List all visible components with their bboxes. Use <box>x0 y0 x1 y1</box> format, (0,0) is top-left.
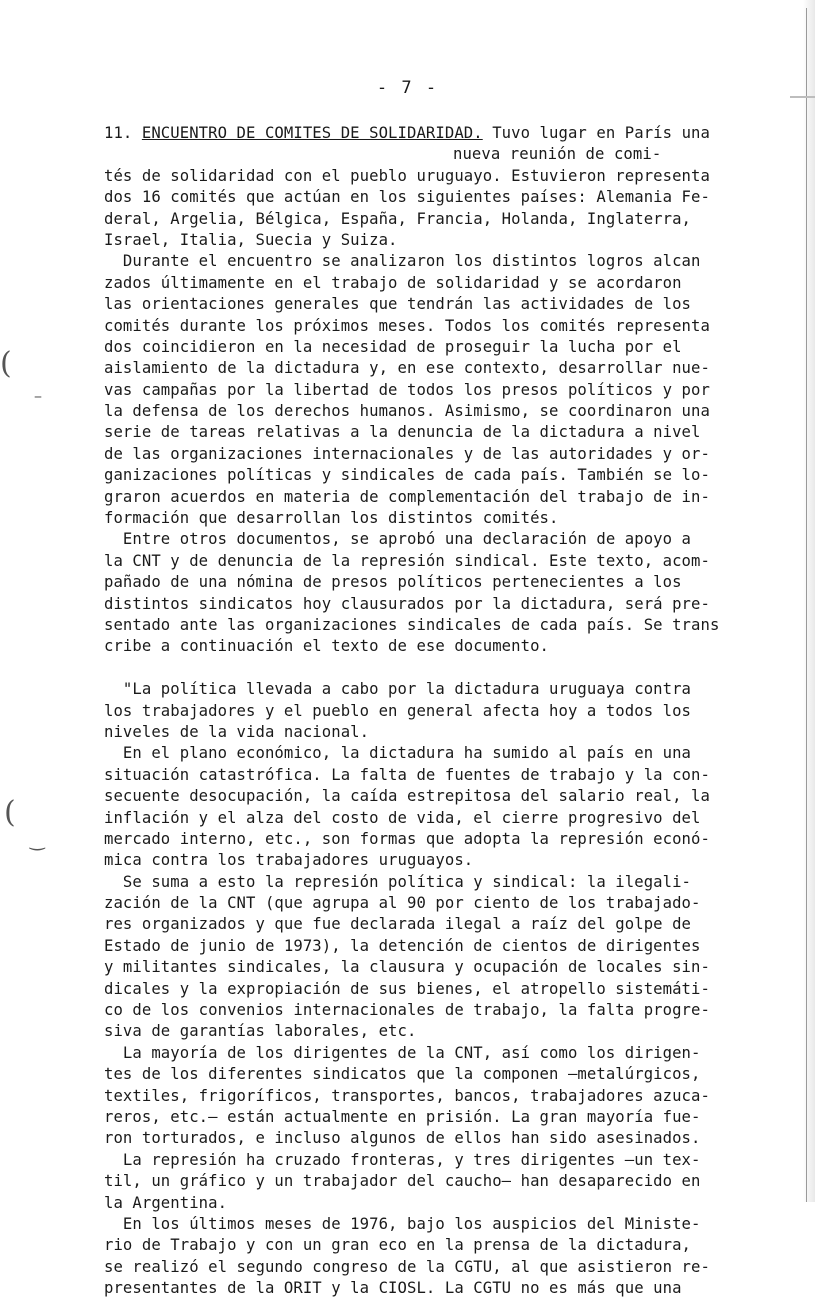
text-line: dos 16 comités que actúan en los siguientes países: Alemania Fe- <box>104 188 710 207</box>
heading-number: 11. <box>104 124 142 142</box>
text-line: siva de garantías laborales, etc. <box>104 1022 417 1041</box>
text-line: rio de Trabajo y con un gran eco en la prensa de la dictadura, <box>104 1236 692 1255</box>
text-line: zación de la CNT (que agrupa al 90 por ciento de los trabajado- <box>104 894 701 913</box>
text-line: se realizó el segundo congreso de la CGTU, al que asistieron re- <box>104 1257 710 1276</box>
text-line: mercado interno, etc., son formas que adopta la represión econó- <box>104 829 710 848</box>
text-line: dicales y la expropiación de sus bienes, el atropello sistemáti- <box>104 979 710 998</box>
text-line: res organizados y que fue declarada ilegal a raíz del golpe de <box>104 915 692 934</box>
text-line: la Argentina. <box>104 1193 228 1212</box>
text-line: En los últimos meses de 1976, bajo los auspicios del Ministe- <box>104 1214 701 1233</box>
text-line: Israel, Italia, Suecia y Suiza. <box>104 230 398 249</box>
text-line: til, un gráfico y un trabajador del caucho— han desaparecido en <box>104 1172 701 1191</box>
text-line: reros, etc.— están actualmente en prisión. La gran mayoría fue- <box>104 1107 701 1126</box>
text-line: los trabajadores y el pueblo en general afecta hoy a todos los <box>104 701 692 720</box>
text-line: inflación y el alza del costo de vida, el cierre progresivo del <box>104 808 701 827</box>
body-text <box>104 166 764 1300</box>
document-body <box>104 123 764 1299</box>
text-line: serie de tareas relativas a la denuncia de la dictadura a nivel <box>104 423 701 442</box>
text-line: vas campañas por la libertad de todos los presos políticos y por <box>104 380 710 399</box>
text-line <box>104 658 764 679</box>
margin-paren-mark: ( <box>0 346 12 381</box>
text-line: comités durante los próximos meses. Todos los comités representa <box>104 316 710 335</box>
text-line: sentado ante las organizaciones sindicales de cada país. Se trans <box>104 615 720 634</box>
text-line: de las organizaciones internacionales y de las autoridades y or- <box>104 444 710 463</box>
text-line: y militantes sindicales, la clausura y ocupación de locales sin- <box>104 958 710 977</box>
text-line: niveles de la vida nacional. <box>104 722 370 741</box>
text-line: deral, Argelia, Bélgica, España, Francia, Holanda, Inglaterra, <box>104 209 692 228</box>
text-line: presentantes de la ORIT y la CIOSL. La CGTU no es más que una <box>104 1279 682 1298</box>
text-line: la CNT y de denuncia de la represión sindical. Este texto, acom- <box>104 551 710 570</box>
text-line: zados últimamente en el trabajo de solidaridad y se acordaron <box>104 273 682 292</box>
page-edge-line <box>806 8 807 1202</box>
text-line: tés de solidaridad con el pueblo uruguayo. Estuvieron representa <box>104 166 710 185</box>
heading-title: ENCUENTRO DE COMITES DE SOLIDARIDAD. <box>141 124 483 142</box>
text-line: la defensa de los derechos humanos. Asimismo, se coordinaron una <box>104 402 710 421</box>
page-edge-shadow <box>803 0 815 1202</box>
text-line: En el plano económico, la dictadura ha sumido al país en una <box>104 744 692 763</box>
text-line: pañado de una nómina de presos políticos pertenecientes a los <box>104 573 682 592</box>
text-line: distintos sindicatos hoy clausurados por la dictadura, será pre- <box>104 594 710 613</box>
text-line: formación que desarrollan los distintos comités. <box>104 509 559 528</box>
text-line: La mayoría de los dirigentes de la CNT, así como los dirigen- <box>104 1043 701 1062</box>
text-line: las orientaciones generales que tendrán las actividades de los <box>104 295 692 314</box>
heading-continuation: Tuvo lugar en París una <box>482 124 710 142</box>
section-heading <box>104 123 764 144</box>
text-line: Durante el encuentro se analizaron los distintos logros alcan <box>104 252 701 271</box>
margin-paren-mark: ( <box>4 795 16 830</box>
margin-dash-mark: – <box>34 386 42 405</box>
page-number: - 7 - <box>376 78 439 98</box>
text-line: Estado de junio de 1973), la detención de cientos de dirigentes <box>104 936 701 955</box>
text-line: situación catastrófica. La falta de fuentes de trabajo y la con- <box>104 765 710 784</box>
text-line: graron acuerdos en materia de complementación del trabajo de in- <box>104 487 710 506</box>
text-line: dos coincidieron en la necesidad de proseguir la lucha por el <box>104 337 682 356</box>
text-line: tes de los diferentes sindicatos que la componen —metalúrgicos, <box>104 1065 701 1084</box>
heading-second-line: nueva reunión de comi- <box>453 145 662 164</box>
margin-curve-mark: ‿ <box>30 830 45 851</box>
text-line: ganizaciones políticas y sindicales de cada país. También se lo- <box>104 466 710 485</box>
text-line: aislamiento de la dictadura y, en ese contexto, desarrollar nue- <box>104 359 710 378</box>
text-line: "La política llevada a cabo por la dictadura uruguaya contra <box>104 680 692 699</box>
text-line: La represión ha cruzado fronteras, y tres dirigentes —un tex- <box>104 1150 701 1169</box>
text-line: mica contra los trabajadores uruguayos. <box>104 851 474 870</box>
text-line: ron torturados, e incluso algunos de ellos han sido asesinados. <box>104 1129 701 1148</box>
text-line: textiles, frigoríficos, transportes, bancos, trabajadores azuca- <box>104 1086 710 1105</box>
text-line: Se suma a esto la represión política y sindical: la ilegali- <box>104 872 692 891</box>
text-line: secuente desocupación, la caída estrepitosa del salario real, la <box>104 787 710 806</box>
text-line: Entre otros documentos, se aprobó una declaración de apoyo a <box>104 530 692 549</box>
text-line: co de los convenios internacionales de trabajo, la falta progre- <box>104 1001 710 1020</box>
text-line: cribe a continuación el texto de ese documento. <box>104 637 550 656</box>
